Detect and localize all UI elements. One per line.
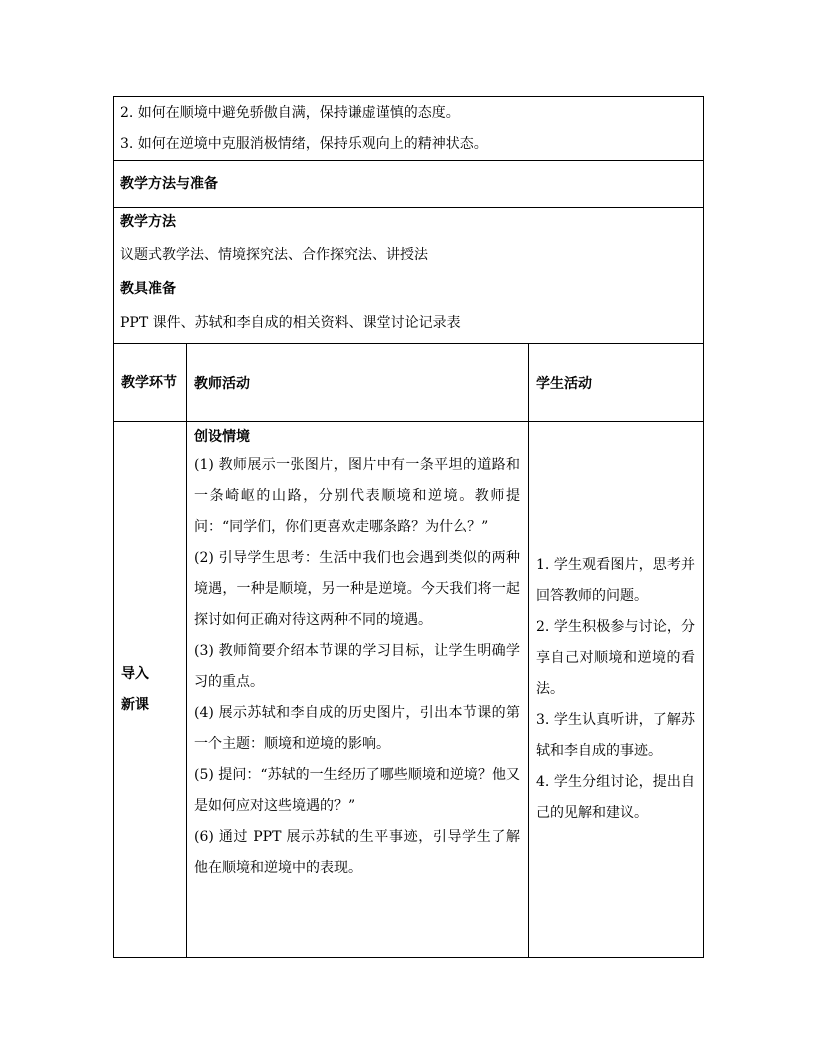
stage-label-line1: 导入 — [121, 665, 149, 682]
student-activity-item: 3. 学生认真听讲，了解苏轼和李自成的事迹。 — [536, 712, 695, 759]
header-stage: 教学环节 — [121, 374, 177, 391]
stage-cell — [114, 422, 186, 957]
goal-item: 2. 如何在顺境中避免骄傲自满，保持谦虚谨慎的态度。 — [120, 105, 460, 121]
student-activity-item: 1. 学生观看图片，思考并回答教师的问题。 — [536, 557, 695, 604]
teacher-activity-item: (2) 引导学生思考：生活中我们也会遇到类似的两种境遇，一种是顺境，另一种是逆境。今天我们将一起探讨如何正确对待这两种不同的境遇。 — [194, 550, 520, 628]
header-teacher: 教师活动 — [186, 344, 528, 421]
activity-row-intro — [114, 422, 703, 958]
teacher-activity-item: (5) 提问：“苏轼的一生经历了哪些顺境和逆境？他又是如何应对这些境遇的？” — [194, 767, 520, 814]
methods-title: 教学方法 — [120, 214, 176, 230]
activity-header-row — [114, 344, 703, 422]
student-activity-cell — [528, 422, 703, 957]
goal-item: 3. 如何在逆境中克服消极情绪，保持乐观向上的精神状态。 — [120, 136, 488, 152]
tools-text: PPT 课件、苏轼和李自成的相关资料、课堂讨论记录表 — [120, 315, 461, 331]
methods-heading: 教学方法与准备 — [120, 175, 218, 192]
methods-content-row — [114, 208, 703, 344]
methods-text: 议题式教学法、情境探究法、合作探究法、讲授法 — [120, 247, 428, 263]
stage-label-line2: 新课 — [121, 696, 149, 713]
teacher-activity-item: (4) 展示苏轼和李自成的历史图片，引出本节课的第一个主题：顺境和逆境的影响。 — [194, 705, 520, 752]
methods-heading-row — [114, 161, 703, 208]
teacher-activity-title: 创设情境 — [194, 429, 250, 445]
teacher-activity-cell — [186, 422, 528, 957]
header-student: 学生活动 — [528, 344, 703, 421]
teacher-activity-item: (3) 教师简要介绍本节课的学习目标，让学生明确学习的重点。 — [194, 643, 520, 690]
lesson-plan-table — [113, 96, 704, 958]
student-activity-item: 2. 学生积极参与讨论，分享自己对顺境和逆境的看法。 — [536, 619, 695, 697]
goals-row — [114, 97, 703, 161]
student-activity-item: 4. 学生分组讨论，提出自己的见解和建议。 — [536, 774, 695, 821]
teacher-activity-item: (1) 教师展示一张图片，图片中有一条平坦的道路和一条崎岖的山路，分别代表顺境和逆境。教师提问：“同学们，你们更喜欢走哪条路？为什么？” — [194, 457, 520, 535]
lesson-plan-page — [113, 96, 704, 958]
teacher-activity-item: (6) 通过 PPT 展示苏轼的生平事迹，引导学生了解他在顺境和逆境中的表现。 — [194, 829, 520, 876]
tools-title: 教具准备 — [120, 281, 176, 297]
